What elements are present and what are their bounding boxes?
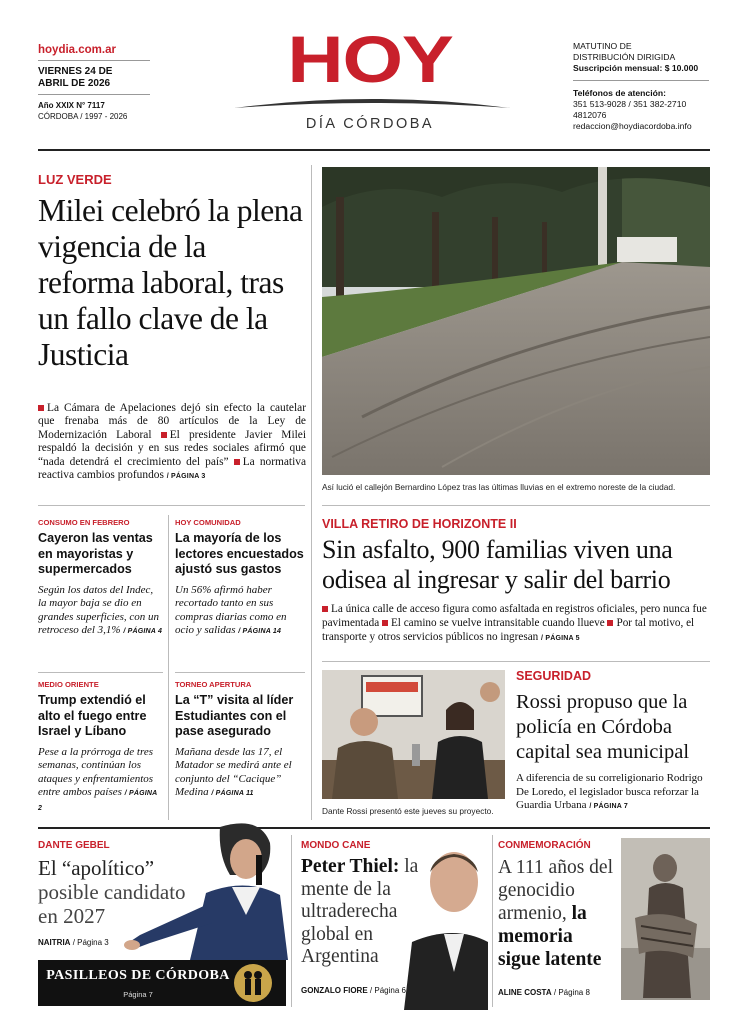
bullet-icon xyxy=(382,620,388,626)
armenio-kicker: CONMEMORACIÓN xyxy=(498,840,591,851)
villa-bullet-2: El camino se vuelve intransitable cuando llueve xyxy=(390,617,605,630)
city-years: CÓRDOBA / 1997 - 2026 xyxy=(38,112,128,121)
phones-extra: 4812076 xyxy=(573,110,607,120)
armenio-byline xyxy=(498,988,590,997)
brief-torneo[interactable] xyxy=(175,680,305,801)
distribution-line: DISTRIBUCIÓN DIRIGIDA xyxy=(573,52,676,62)
main-photo-caption: Así lució el callejón Bernardino López tras las últimas lluvias en el extremo noreste de la ciudad. xyxy=(322,482,676,492)
column-divider xyxy=(311,165,312,820)
page-ref: / Página 6 xyxy=(369,986,406,995)
gebel-byline xyxy=(38,938,109,947)
divider xyxy=(322,505,710,506)
main-photo xyxy=(322,167,710,475)
logo-subtitle: DÍA CÓRDOBA xyxy=(305,116,435,132)
divider xyxy=(573,80,709,81)
gebel-headline-rest: posible candidato en 2027 xyxy=(38,880,186,928)
pasilleos-banner[interactable] xyxy=(38,960,286,1006)
brief-kicker: MEDIO ORIENTE xyxy=(38,680,99,689)
divider xyxy=(322,661,710,662)
divider xyxy=(38,60,150,61)
phones: 351 513-9028 / 351 382-2710 xyxy=(573,99,687,109)
pasilleos-title: PASILLEOS DE CÓRDOBA xyxy=(46,968,230,983)
contact-info xyxy=(573,88,692,132)
lead-headline[interactable]: Milei celebró la plena vigencia de la reforma laboral, tras un fallo clave de la Justicia xyxy=(38,193,303,372)
villa-headline[interactable]: Sin asfalto, 900 familias viven una odisea al ingresar y salir del barrio xyxy=(322,535,673,594)
armenio-photo xyxy=(621,838,710,1000)
date-line-1: VIERNES 24 DE xyxy=(38,66,113,77)
villa-bullet-3: Por tal motivo, el transporte y otros servicios públicos no ingresan xyxy=(322,617,695,644)
press-conference-photo-icon xyxy=(322,670,505,799)
author: GONZALO FIORE xyxy=(301,986,368,995)
brief-body: Un 56% afirmó haber recortado tanto en sus compras diarias como en ocio y salidas xyxy=(175,583,287,637)
lead-bullet-3: La normativa reactiva cambios profundos xyxy=(38,455,306,482)
thiel-byline xyxy=(301,986,406,995)
edition-number: Año XXIX N° 7117 xyxy=(38,101,105,110)
divider xyxy=(38,505,305,506)
column-divider xyxy=(291,835,292,1007)
bullet-icon xyxy=(234,459,240,465)
rossi-headline[interactable]: Rossi propuso que la policía en Córdoba capital sea municipal xyxy=(516,691,690,763)
email-link[interactable]: redaccion@hoydiacordoba.info xyxy=(573,121,692,131)
lead-bullet-2: El presidente Javier Milei respaldó la decisión y en sus redes sociales afirmó que “nada detendrá el crecimiento del país” xyxy=(38,428,306,468)
brief-kicker: HOY COMUNIDAD xyxy=(175,518,241,527)
logo-swoosh-icon xyxy=(232,96,512,110)
thiel-photo xyxy=(404,842,488,1010)
villa-summary xyxy=(322,602,714,647)
brief-headline: La mayoría de los lectores encuestados ajustó sus gastos xyxy=(175,531,304,576)
speaker-with-microphone-icon xyxy=(120,815,288,960)
two-figures-icon xyxy=(234,964,272,1002)
page-ref: / PÁGINA 4 xyxy=(123,628,163,636)
lead-kicker: LUZ VERDE xyxy=(38,172,112,187)
page-ref: / Página 8 xyxy=(553,988,590,997)
masthead-info xyxy=(573,41,698,74)
rossi-body: A diferencia de su correligionario Rodrigo De Loredo, el legislador busca reforzar la Guardia Urbana xyxy=(516,772,703,811)
dirt-road-photo-icon xyxy=(322,167,710,475)
header-rule xyxy=(38,149,710,151)
brief-comunidad[interactable] xyxy=(175,518,305,639)
lead-summary xyxy=(38,402,306,483)
author: NAITRIA xyxy=(38,938,71,947)
page-ref: / PÁGINA 14 xyxy=(238,628,282,636)
armenio-headline[interactable] xyxy=(498,856,616,971)
page-ref: / PÁGINA 11 xyxy=(211,790,254,798)
matutino-line: MATUTINO DE xyxy=(573,41,632,51)
brief-kicker: CONSUMO EN FEBRERO xyxy=(38,518,130,527)
bullet-icon xyxy=(607,620,613,626)
date xyxy=(38,66,112,90)
bullet-icon xyxy=(161,432,167,438)
brief-headline: Cayeron las ventas en mayoristas y supermercados xyxy=(38,531,153,576)
pasilleos-page: Página 7 xyxy=(123,990,153,999)
author: ALINE COSTA xyxy=(498,988,552,997)
phones-label: Teléfonos de atención: xyxy=(573,88,666,98)
rossi-photo-caption: Dante Rossi presentó este jueves su proyecto. xyxy=(322,806,494,816)
page-ref: / PÁGINA 3 xyxy=(166,473,206,481)
bullet-icon xyxy=(38,405,44,411)
brief-consumo[interactable] xyxy=(38,518,163,639)
thiel-kicker: MONDO CANE xyxy=(301,840,371,851)
villa-kicker: VILLA RETIRO DE HORIZONTE II xyxy=(322,517,517,531)
brief-body: Según los datos del Indec, la mayor baja se dio en grandes superficies, con un retroceso del 3,1% xyxy=(38,583,159,637)
brief-body: Mañana desde las 17, el Matador se medirá ante el conjunto del “Cacique” Medina xyxy=(175,745,292,799)
column-divider xyxy=(168,515,169,820)
thiel-headline-lead: Peter Thiel: xyxy=(301,856,400,877)
rossi-photo xyxy=(322,670,505,799)
historic-woman-photo-icon xyxy=(621,838,710,1000)
divider xyxy=(38,672,163,673)
brief-medio-oriente[interactable] xyxy=(38,680,163,815)
armenio-headline-lead: la memoria sigue latente xyxy=(498,903,602,970)
rossi-summary xyxy=(516,772,710,814)
edition-info xyxy=(38,100,127,122)
brief-headline: Trump extendió el alto el fuego entre Israel y Líbano xyxy=(38,693,147,738)
bullet-icon xyxy=(322,606,328,612)
lead-bullet-1: La Cámara de Apelaciones dejó sin efecto la cautelar que frenaba más de 80 artículos de la Ley de Modernización Laboral xyxy=(38,402,306,441)
brief-headline: La “T” visita al líder Estudiantes con el pase asegurado xyxy=(175,693,294,738)
column-divider xyxy=(492,835,493,1007)
date-line-2: ABRIL DE 2026 xyxy=(38,78,111,89)
subscription: Suscripción mensual: $ 10.000 xyxy=(573,63,699,73)
gebel-headline-lead: El “apolítico” xyxy=(38,856,155,880)
villa-bullet-1: La única calle de acceso figura como asfaltada en registros oficiales, pero nunca fue pavimentada xyxy=(322,603,707,630)
man-portrait-icon xyxy=(404,842,488,1010)
page-ref: / PÁGINA 5 xyxy=(541,635,580,643)
site-url[interactable]: hoydia.com.ar xyxy=(38,44,116,56)
divider xyxy=(175,672,305,673)
armenio-headline-rest: A 111 años del genocidio armenio, xyxy=(498,857,614,924)
gebel-photo xyxy=(120,815,288,960)
brief-body: Pese a la prórroga de tres semanas, continúan los ataques y enfrentamientos entre ambos países xyxy=(38,745,154,799)
thiel-headline-rest: la mente de la ultraderecha global en Argentina xyxy=(301,856,419,967)
logo[interactable]: HOY xyxy=(287,22,453,96)
page-ref: / PÁGINA 2 xyxy=(38,790,158,812)
page-ref: / PÁGINA 7 xyxy=(589,803,629,810)
rossi-kicker: SEGURIDAD xyxy=(516,669,592,683)
page-ref: / Página 3 xyxy=(72,938,109,947)
divider xyxy=(38,94,150,95)
gebel-kicker: DANTE GEBEL xyxy=(38,840,110,851)
brief-kicker: TORNEO APERTURA xyxy=(175,680,252,689)
